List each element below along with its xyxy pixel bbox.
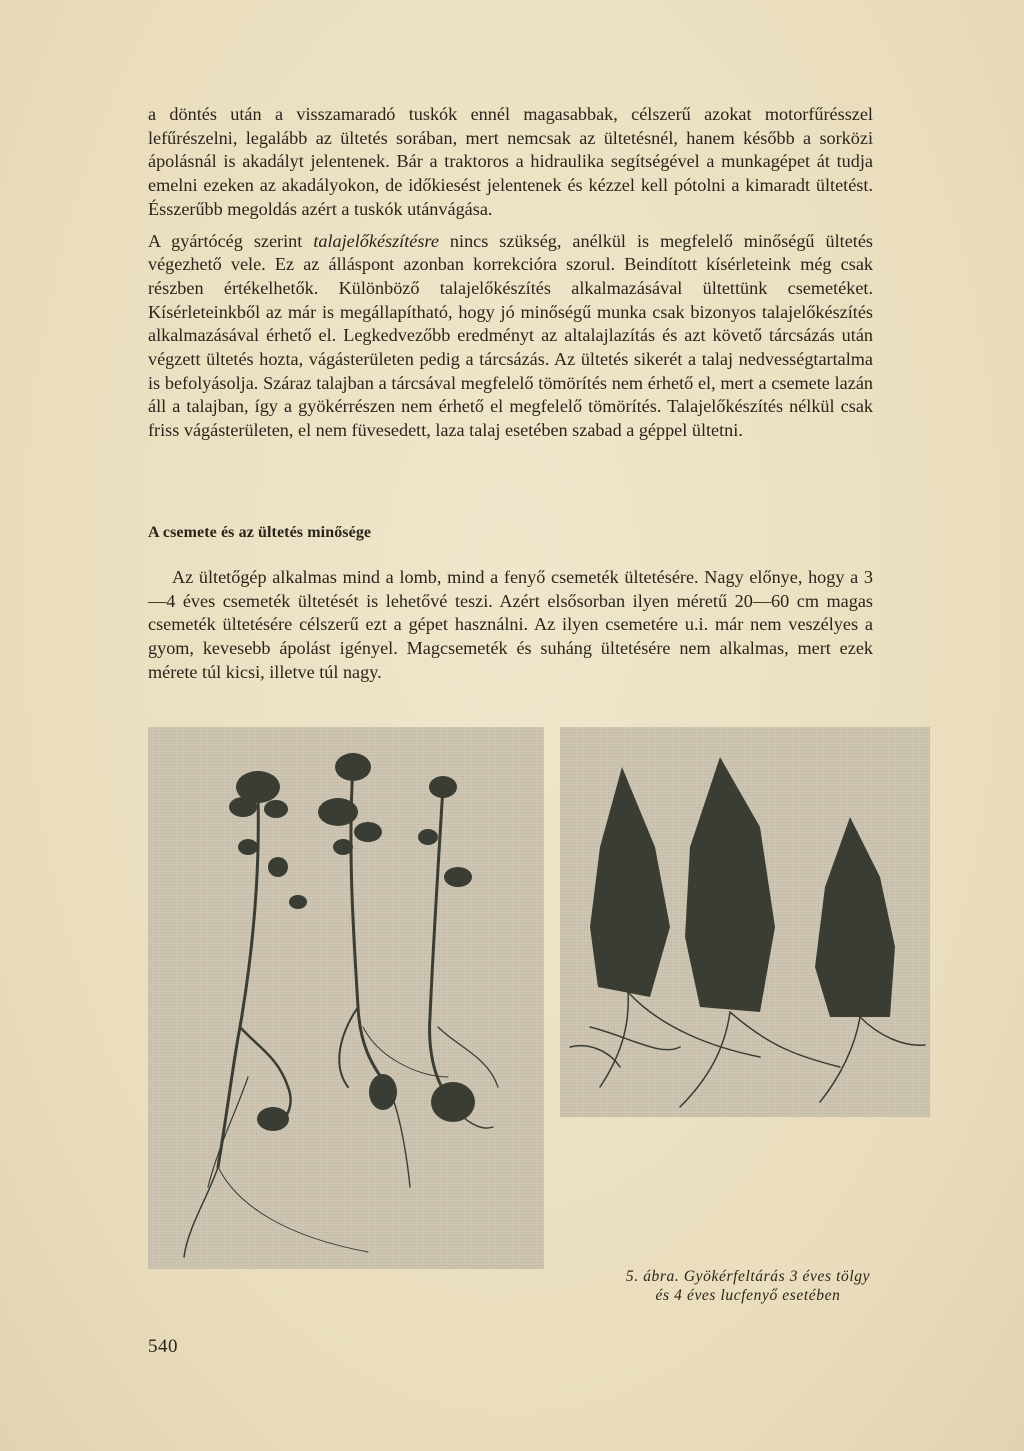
oak-seedlings-illustration xyxy=(148,727,544,1269)
caption-line-1 xyxy=(577,1267,919,1286)
caption-line-2: és 4 éves lucfenyő esetében xyxy=(655,1287,841,1304)
paragraph: a döntés után a visszamaradó tuskók ennél magasabbak, célszerű azokat motorfűrésszel lefűrészelni, legalább az ültetés sorában, mert nemcsak az ültetésnél, hanem később a sorközi ápolásnál is akadályt jelentenek. Bár a traktoros a hidraulika segítségével a munkagépet át tudja emelni ezeken az akadályokon, de időkiesést jelentenek és kézzel kell pótolni a kimaradt ültetést. Ésszerűbb megoldás azért a tuskók utánvágása. xyxy=(148,104,873,219)
body-text-block-1 xyxy=(148,103,873,443)
paragraph: Az ültetőgép alkalmas mind a lomb, mind a fenyő csemeték ültetésére. Nagy előnye, hogy a 3—4 éves csemeték ültetését is lehetővé teszi. Azért elsősorban ilyen méretű 20—60 cm magas csemeték ültetésére célszerű ezt a gépet használni. Az ilyen csemetére u.i. már nem veszélyes a gyom, kevesebb ápolást igényel. Magcsemeték és suháng ültetésére nem alkalmas, mert ezek mérete túl kicsi, illetve túl nagy. xyxy=(148,567,873,682)
section-heading: A csemete és az ültetés minősége xyxy=(148,524,372,541)
oak-seedlings-photo xyxy=(148,727,544,1269)
paragraph-rest: nincs szükség, anélkül is megfelelő minőségű ültetés végezhető vele. Ez az álláspont azonban korrekcióra szorul. Beindított kísérleteink még csak részben értékelhetők. Különböző talajelőkészítés alkalmazásával ültettünk csemetéket. Kísérleteinkből az már is megállapítható, hogy jó minőségű munka csak bizonyos talajelőkészítés alkalmazásával érhető el. Legkedvezőbb eredményt az altalajlazítás és azt követő tárcsázás után végzett ültetés hozta, vágásterületen pedig a tárcsázás. Az ültetés sikerét a talaj nedvességtartalma is befolyásolja. Száraz talajban a tárcsával megfelelő tömörítés nem érhető el, mert a csemete lazán áll a talajban, így a gyökérrészen nem érhető el megfelelő tömörítés. Talajelőkészítés nélkül csak friss vágásterületen, el nem füvesedett, laza talaj esetében szabad a géppel ültetni. xyxy=(148,230,873,441)
paragraph-lead: A gyártócég szerint xyxy=(148,230,314,251)
page-number: 540 xyxy=(148,1336,178,1357)
spruce-seedlings-illustration xyxy=(560,727,930,1117)
figure-caption xyxy=(577,1267,919,1305)
spruce-seedlings-photo xyxy=(560,727,930,1117)
caption-number: 5. ábra. xyxy=(625,1268,680,1285)
body-text-block-2 xyxy=(148,566,873,685)
italic-term: talajelőkészítésre xyxy=(313,230,439,251)
paragraph xyxy=(148,230,873,443)
caption-text-1: Gyökérfeltárás 3 éves tölgy xyxy=(683,1268,871,1285)
